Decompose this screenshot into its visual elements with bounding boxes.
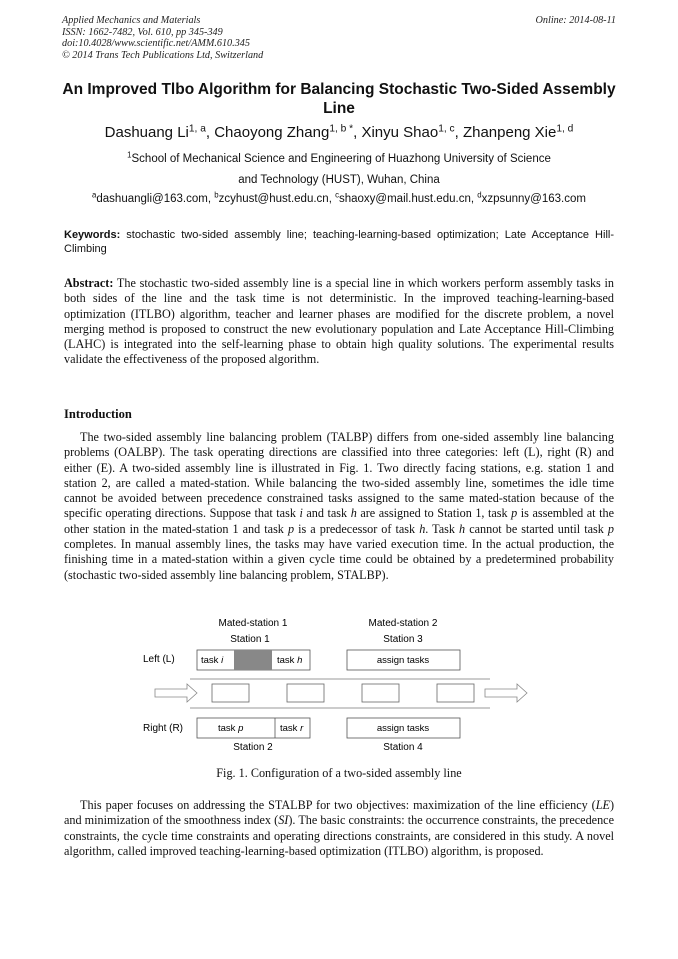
task-h-label: task h [277, 655, 303, 666]
math-var: SI [278, 813, 289, 828]
math-var: LE [595, 798, 610, 812]
text-run: ) and minimization of the smoothness index ( [64, 798, 614, 828]
station-2-label: Station 2 [233, 742, 273, 753]
text-run: and task [302, 506, 351, 521]
online-date: Online: 2014-08-11 [535, 15, 616, 26]
task-i-label: task i [201, 655, 224, 666]
email-address: shaoxy@mail.hust.edu.cn [338, 193, 471, 205]
math-var: h [459, 521, 466, 536]
author-name: Zhanpeng Xie [462, 124, 557, 141]
assign-tasks-top: assign tasks [376, 655, 430, 666]
task-r-label: task r [280, 723, 304, 734]
text-run: ). The basic constraints: the occurrence constraints, the precedence constraints, the cycle time constraints and operating directions constraints, are considered in this study. A novel algorithm, called improved teaching-learning-based optimization (ITLBO) algorithm, is proposed. [64, 813, 614, 858]
author-name: Chaoyong Zhang [214, 124, 330, 141]
figure-caption: Fig. 1. Configuration of a two-sided assembly line [216, 766, 462, 780]
author-list: Dashuang Li$^{1, a}$, Chaoyong Zhang$^{1, b *}$, Xinyu Shao$^{1, c}$, Zhanpeng Xie$^{1, d}$ [104, 123, 574, 141]
text-run: are assigned to Station 1, task [356, 506, 512, 521]
left-side-label: Left (L) [143, 654, 175, 665]
mated-station-2-label: Mated-station 2 [368, 618, 438, 629]
author-sup: 1, c [438, 123, 455, 135]
right-side-label: Right (R) [143, 723, 184, 734]
product-box [212, 684, 249, 702]
focus-paragraph [64, 798, 614, 859]
text-run: The two-sided assembly line balancing problem (TALBP) differs from one-sided assembly line balancing problems (OALBP). The task operating directions are classified into three categories: left (L), right (R) and either (E). A two-sided assembly line is illustrated in Fig. 1. Two directly facing stations, e.g. station 1 and station 2, are called a mated-station. While balancing the two-sided assembly line, sometimes the idle time cannot be avoided between precedence constrained tasks assigned to the same mated-station because of the specific operating directions. Suppose that task [64, 430, 614, 521]
affiliation-line-2: and Technology (HUST), Wuhan, China [238, 174, 440, 186]
figure-1 [140, 612, 540, 762]
flow-arrow-in-icon [155, 684, 197, 702]
keywords-label: Keywords: [64, 229, 121, 241]
email-address: dashuangli@163.com [96, 193, 208, 205]
email-sup: a [92, 190, 97, 200]
email-address: zcyhust@hust.edu.cn [218, 193, 329, 205]
math-var: p [287, 521, 295, 536]
email-sup: d [477, 190, 482, 200]
station-3-label: Station 3 [383, 634, 423, 645]
email-sup: c [335, 190, 339, 200]
affiliation-sup: 1 [127, 150, 132, 160]
text-run: is assembled at the other station in the mated-station 1 and task [64, 506, 614, 536]
author-sup: 1, b * [329, 123, 354, 135]
assembly-line-diagram [140, 612, 540, 762]
author-sup: 1, a [188, 123, 206, 135]
author-name: Xinyu Shao [361, 124, 439, 141]
text-run: is a predecessor of task [294, 521, 420, 536]
doi-line: doi:10.4028/www.scientific.net/AMM.610.345 [62, 38, 250, 49]
text-run: . Task [425, 521, 460, 536]
keywords-text: stochastic two-sided assembly line; teaching-learning-based optimization; Late Acceptance Hill-Climbing [64, 229, 614, 255]
math-var: p [607, 521, 614, 536]
product-box [437, 684, 474, 702]
math-var: p [511, 506, 518, 521]
email-address: xzpsunny@163.com [481, 193, 586, 205]
idle-time-block [234, 650, 272, 670]
flow-arrow-out-icon [485, 684, 527, 702]
text-run: This paper focuses on addressing the STALBP for two objectives: maximization of the line efficiency ( [80, 798, 596, 812]
email-list: $^a$dashuangli@163.com, $^b$zcyhust@hust.edu.cn, $^c$shaoxy@mail.hust.edu.cn, $^d$xzpsunny@163.com [92, 190, 586, 205]
affiliation-line-1: School of Mechanical Science and Engineering of Huazhong University of Science [131, 153, 551, 165]
journal-name: Applied Mechanics and Materials [62, 15, 201, 26]
product-box [287, 684, 324, 702]
author-sup: 1, d [556, 123, 574, 135]
math-var: h [419, 521, 426, 536]
author-name: Dashuang Li [104, 124, 189, 141]
affiliation [60, 149, 618, 191]
math-var: h [350, 506, 357, 521]
product-box [362, 684, 399, 702]
station-1-label: Station 1 [230, 634, 270, 645]
text-run: cannot be started until task [465, 521, 608, 536]
assign-tasks-bottom: assign tasks [376, 723, 430, 734]
copyright-line: © 2014 Trans Tech Publications Ltd, Switzerland [62, 49, 264, 61]
paper-title: An Improved Tlbo Algorithm for Balancing Stochastic Two-Sided Assembly Line [62, 81, 616, 117]
mated-station-1-label: Mated-station 1 [218, 618, 288, 629]
task-p-label: task p [218, 723, 244, 734]
section-heading-introduction: Introduction [64, 407, 132, 421]
email-sup: b [214, 190, 219, 200]
keywords [64, 228, 614, 256]
issn-line: ISSN: 1662-7482, Vol. 610, pp 345-349 [62, 26, 223, 38]
introduction-paragraph [64, 430, 614, 583]
running-header [62, 15, 616, 61]
abstract [64, 276, 614, 368]
text-run: completes. In manual assembly lines, the tasks may have varied execution time. In the actual production, the finishing time in a mated-station within a given cycle time could be obtained by a predetermined probability (stochastic two-sided assembly line balancing problem, STALBP). [64, 537, 614, 582]
abstract-text: The stochastic two-sided assembly line is a special line in which workers perform assembly tasks in both sides of the line and the task time is not deterministic. In the improved teaching-learning-based optimization (ITLBO) algorithm, teacher and learner phases are modified for the discrete problem, a novel merging method is proposed to construct the new evolutionary population and Late Acceptance Hill-Climbing (LAHC) is integrated into the self-learning phase to obtain high quality solutions. The experimental results validate the effectiveness of the proposed algorithm. [64, 276, 614, 367]
station-4-label: Station 4 [383, 742, 423, 753]
abstract-label: Abstract: [64, 276, 114, 290]
math-var: i [299, 506, 303, 521]
